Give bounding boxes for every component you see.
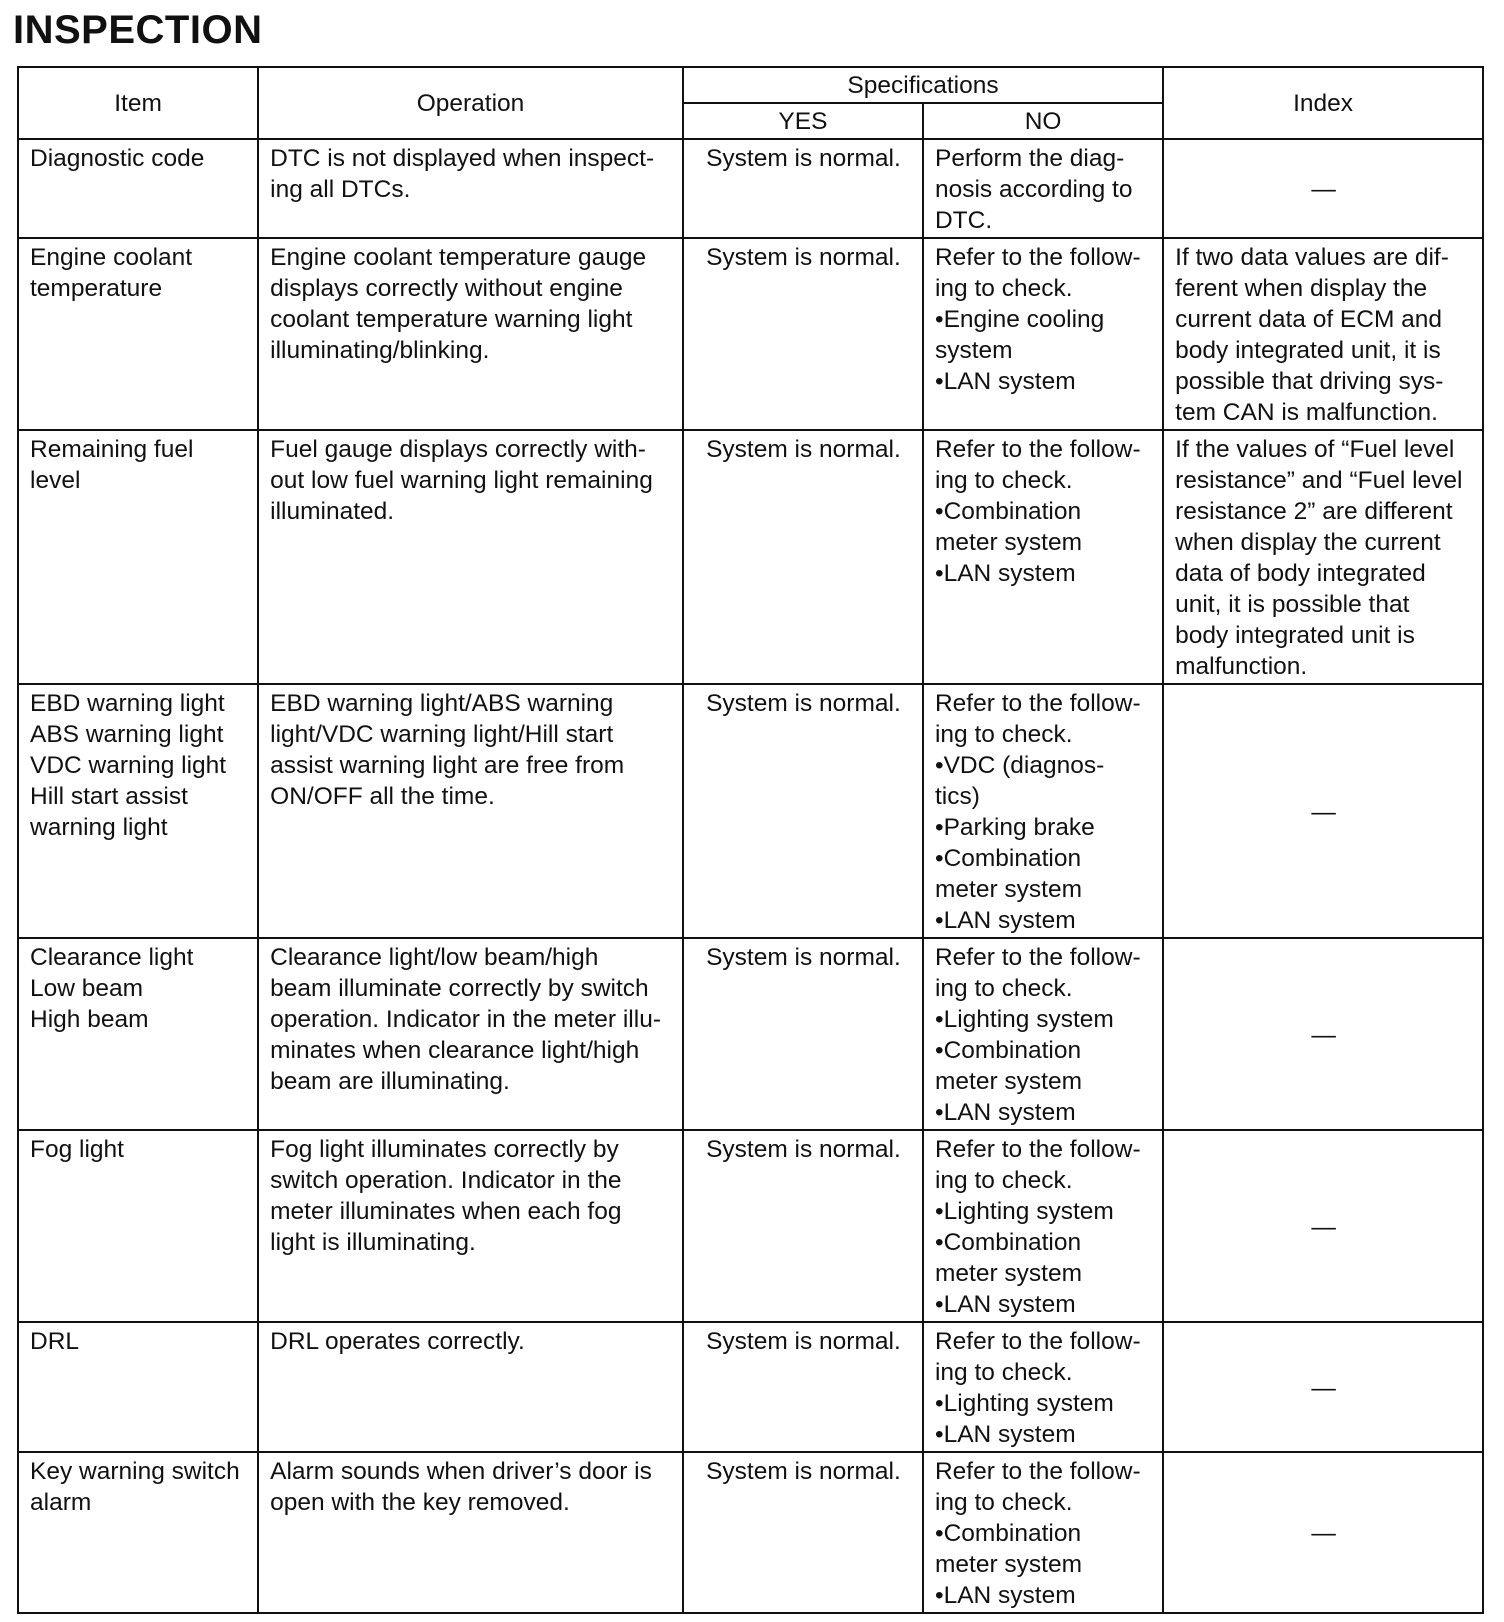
item-cell: [18, 238, 258, 430]
bullet-continuation: system: [934, 337, 1013, 364]
header-specifications: Specifications: [683, 67, 1163, 103]
index-cell-line: —: [1311, 1374, 1336, 1402]
header-index: Index: [1163, 67, 1483, 139]
index-cell: [1163, 684, 1483, 938]
bullet-continuation: meter system: [934, 1551, 1083, 1578]
index-cell: [1163, 1130, 1483, 1322]
index-cell-line: If two data values are dif-: [1175, 244, 1449, 271]
bullet-continuation: meter system: [934, 1068, 1083, 1095]
header-yes: YES: [683, 103, 923, 139]
item-cell: [18, 1322, 258, 1452]
operation-cell-line: illuminated.: [270, 498, 395, 525]
index-cell-line: malfunction.: [1175, 653, 1308, 680]
page-title: INSPECTION: [13, 8, 263, 52]
operation-cell-line: DTC is not displayed when inspect-: [270, 145, 655, 172]
table-row: [18, 1130, 1483, 1322]
no-cell-line: ing to check.: [934, 721, 1073, 748]
bullet-item: [935, 905, 1152, 936]
no-cell-line: Refer to the follow-: [934, 690, 1141, 717]
item-cell: [18, 430, 258, 684]
operation-cell-line: displays correctly without engine: [270, 275, 623, 302]
table-row: [18, 1322, 1483, 1452]
index-cell: [1163, 238, 1483, 430]
operation-cell-line: ON/OFF all the time.: [270, 783, 495, 810]
item-cell-line: warning light: [30, 814, 168, 841]
operation-cell: [258, 1130, 683, 1322]
bullet-text: Combination: [943, 1037, 1082, 1064]
bullet-item: [935, 1035, 1152, 1066]
table-row: [18, 430, 1483, 684]
bullet-text: Combination: [943, 845, 1082, 872]
index-cell-line: tem CAN is malfunction.: [1175, 399, 1438, 426]
bullet-text: LAN system: [943, 1582, 1076, 1609]
operation-cell-line: Fuel gauge displays correctly with-: [270, 436, 646, 463]
no-cell: [923, 938, 1163, 1130]
table-header: [18, 67, 1483, 139]
operation-cell: [258, 430, 683, 684]
no-cell-line: Perform the diag-: [934, 145, 1125, 172]
index-cell-line: —: [1311, 798, 1336, 826]
item-cell-line: Key warning switch: [30, 1458, 240, 1485]
no-cell: [923, 238, 1163, 430]
operation-cell: [258, 1322, 683, 1452]
item-cell-line: Fog light: [30, 1136, 124, 1163]
bullet-item: [935, 496, 1152, 527]
operation-cell-line: meter illuminates when each fog: [270, 1198, 622, 1225]
index-cell-line: —: [1311, 1520, 1336, 1547]
item-cell: [18, 1130, 258, 1322]
bullet-text: LAN system: [943, 560, 1076, 587]
bullet-continuation: meter system: [934, 876, 1083, 903]
operation-cell-line: out low fuel warning light remaining: [270, 467, 653, 494]
index-cell-line: possible that driving sys-: [1175, 368, 1444, 395]
bullet-text: Engine cooling: [943, 306, 1105, 333]
bullet-text: LAN system: [943, 907, 1076, 934]
no-cell: [923, 684, 1163, 938]
item-cell-line: DRL: [30, 1328, 80, 1355]
bullet-dot: •: [934, 907, 944, 934]
bullet-dot: •: [934, 1229, 944, 1256]
index-cell-line: —: [1311, 1021, 1336, 1049]
yes-cell: System is normal.: [683, 938, 923, 1130]
no-cell: [923, 139, 1163, 238]
item-cell-line: alarm: [30, 1489, 92, 1516]
bullet-text: Lighting system: [943, 1006, 1114, 1033]
bullet-dot: •: [934, 1291, 944, 1318]
bullet-dot: •: [934, 845, 944, 872]
no-cell-line: Refer to the follow-: [934, 436, 1141, 463]
bullet-item: [935, 304, 1152, 335]
item-cell-line: High beam: [30, 1006, 149, 1033]
header-item: Item: [18, 67, 258, 139]
no-cell-line: nosis according to: [934, 176, 1133, 203]
bullet-dot: •: [934, 1582, 944, 1609]
index-cell: [1163, 1452, 1483, 1613]
item-cell-line: temperature: [30, 275, 163, 302]
no-cell-line: ing to check.: [934, 975, 1073, 1002]
bullet-text: Combination: [943, 498, 1082, 525]
operation-cell-line: EBD warning light/ABS warning: [270, 690, 614, 717]
yes-cell: System is normal.: [683, 430, 923, 684]
bullet-text: Combination: [943, 1229, 1082, 1256]
operation-cell-line: ing all DTCs.: [270, 176, 411, 203]
bullet-dot: •: [934, 1198, 944, 1225]
item-cell-line: ABS warning light: [30, 721, 224, 748]
bullet-continuation: tics): [934, 783, 980, 810]
operation-cell: [258, 938, 683, 1130]
bullet-item: [935, 1580, 1152, 1611]
header-operation: Operation: [258, 67, 683, 139]
bullet-item: [935, 1289, 1152, 1320]
bullet-dot: •: [934, 752, 944, 779]
bullet-text: LAN system: [943, 1421, 1076, 1448]
index-cell-line: If the values of “Fuel level: [1175, 436, 1455, 463]
index-cell: [1163, 139, 1483, 238]
inspection-table: [17, 66, 1484, 1614]
operation-cell-line: light is illuminating.: [270, 1229, 476, 1256]
operation-cell-line: Alarm sounds when driver’s door is: [270, 1458, 652, 1485]
no-cell-line: Refer to the follow-: [934, 1458, 1141, 1485]
no-cell-line: ing to check.: [934, 1489, 1073, 1516]
operation-cell-line: beam are illuminating.: [270, 1068, 510, 1095]
item-cell: [18, 684, 258, 938]
bullet-text: Lighting system: [943, 1390, 1114, 1417]
item-cell-line: level: [30, 467, 81, 494]
bullet-item: [935, 1227, 1152, 1258]
no-cell-line: ing to check.: [934, 467, 1073, 494]
item-cell-line: Remaining fuel: [30, 436, 194, 463]
operation-cell-line: Engine coolant temperature gauge: [270, 244, 647, 271]
bullet-dot: •: [934, 368, 944, 395]
index-cell: [1163, 430, 1483, 684]
bullet-text: LAN system: [943, 368, 1076, 395]
table-row: [18, 238, 1483, 430]
operation-cell-line: illuminating/blinking.: [270, 337, 490, 364]
no-cell: [923, 1322, 1163, 1452]
bullet-item: [935, 1419, 1152, 1450]
bullet-item: [935, 1097, 1152, 1128]
no-cell-line: Refer to the follow-: [934, 1136, 1141, 1163]
bullet-item: [935, 1196, 1152, 1227]
operation-cell-line: beam illuminate correctly by switch: [270, 975, 649, 1002]
bullet-dot: •: [934, 1421, 944, 1448]
no-cell-line: ing to check.: [934, 1359, 1073, 1386]
no-cell-line: Refer to the follow-: [934, 944, 1141, 971]
bullet-item: [935, 1388, 1152, 1419]
index-cell-line: —: [1311, 176, 1336, 203]
bullet-dot: •: [934, 306, 944, 333]
yes-cell: System is normal.: [683, 1130, 923, 1322]
bullet-item: [935, 558, 1152, 589]
operation-cell-line: DRL operates correctly.: [270, 1328, 525, 1355]
table-body: [18, 139, 1483, 1613]
bullet-text: Combination: [943, 1520, 1082, 1547]
item-cell-line: Low beam: [30, 975, 144, 1002]
bullet-dot: •: [934, 1037, 944, 1064]
operation-cell-line: switch operation. Indicator in the: [270, 1167, 622, 1194]
bullet-dot: •: [934, 1520, 944, 1547]
operation-cell: [258, 1452, 683, 1613]
index-cell-line: when display the current: [1175, 529, 1441, 556]
item-cell-line: Clearance light: [30, 944, 194, 971]
no-cell: [923, 1130, 1163, 1322]
no-cell-line: ing to check.: [934, 275, 1073, 302]
yes-cell: System is normal.: [683, 1322, 923, 1452]
table-row: [18, 684, 1483, 938]
bullet-text: Parking brake: [943, 814, 1095, 841]
bullet-continuation: meter system: [934, 529, 1083, 556]
index-cell: [1163, 1322, 1483, 1452]
yes-cell: System is normal.: [683, 684, 923, 938]
table-row: [18, 938, 1483, 1130]
no-cell: [923, 1452, 1163, 1613]
index-cell-line: body integrated unit, it is: [1175, 337, 1441, 364]
index-cell-line: ferent when display the: [1175, 275, 1428, 302]
index-cell-line: resistance” and “Fuel level: [1175, 467, 1463, 494]
no-cell-line: Refer to the follow-: [934, 244, 1141, 271]
index-cell-line: current data of ECM and: [1175, 306, 1443, 333]
bullet-continuation: meter system: [934, 1260, 1083, 1287]
index-cell-line: resistance 2” are different: [1175, 498, 1453, 525]
operation-cell-line: open with the key removed.: [270, 1489, 570, 1516]
header-no: NO: [923, 103, 1163, 139]
item-cell-line: Engine coolant: [30, 244, 193, 271]
operation-cell-line: Clearance light/low beam/high: [270, 944, 599, 971]
bullet-text: LAN system: [943, 1099, 1076, 1126]
bullet-item: [935, 366, 1152, 397]
item-cell-line: VDC warning light: [30, 752, 227, 779]
yes-cell: System is normal.: [683, 139, 923, 238]
bullet-dot: •: [934, 498, 944, 525]
index-cell-line: unit, it is possible that: [1175, 591, 1410, 618]
bullet-text: Lighting system: [943, 1198, 1114, 1225]
item-cell: [18, 938, 258, 1130]
bullet-dot: •: [934, 1390, 944, 1417]
bullet-text: LAN system: [943, 1291, 1076, 1318]
index-cell-line: —: [1311, 1213, 1336, 1241]
index-cell: [1163, 938, 1483, 1130]
operation-cell: [258, 139, 683, 238]
no-cell-line: DTC.: [934, 207, 993, 234]
bullet-item: [935, 1518, 1152, 1549]
operation-cell: [258, 238, 683, 430]
bullet-dot: •: [934, 1099, 944, 1126]
bullet-item: [935, 812, 1152, 843]
bullet-item: [935, 750, 1152, 781]
operation-cell-line: assist warning light are free from: [270, 752, 625, 779]
yes-cell: System is normal.: [683, 1452, 923, 1613]
operation-cell-line: minates when clearance light/high: [270, 1037, 640, 1064]
no-cell-line: Refer to the follow-: [934, 1328, 1141, 1355]
operation-cell-line: coolant temperature warning light: [270, 306, 633, 333]
item-cell-line: Diagnostic code: [30, 145, 205, 172]
no-cell: [923, 430, 1163, 684]
no-cell-line: ing to check.: [934, 1167, 1073, 1194]
yes-cell: System is normal.: [683, 238, 923, 430]
index-cell-line: body integrated unit is: [1175, 622, 1415, 649]
table-row: [18, 139, 1483, 238]
table-row: [18, 1452, 1483, 1613]
bullet-dot: •: [934, 814, 944, 841]
item-cell-line: Hill start assist: [30, 783, 188, 810]
item-cell: [18, 1452, 258, 1613]
bullet-item: [935, 1004, 1152, 1035]
operation-cell-line: operation. Indicator in the meter illu-: [270, 1006, 661, 1033]
item-cell: [18, 139, 258, 238]
item-cell-line: EBD warning light: [30, 690, 225, 717]
bullet-dot: •: [934, 1006, 944, 1033]
operation-cell-line: light/VDC warning light/Hill start: [270, 721, 614, 748]
bullet-item: [935, 843, 1152, 874]
operation-cell-line: Fog light illuminates correctly by: [270, 1136, 619, 1163]
operation-cell: [258, 684, 683, 938]
bullet-text: VDC (diagnos-: [943, 752, 1105, 779]
bullet-dot: •: [934, 560, 944, 587]
index-cell-line: data of body integrated: [1175, 560, 1426, 587]
